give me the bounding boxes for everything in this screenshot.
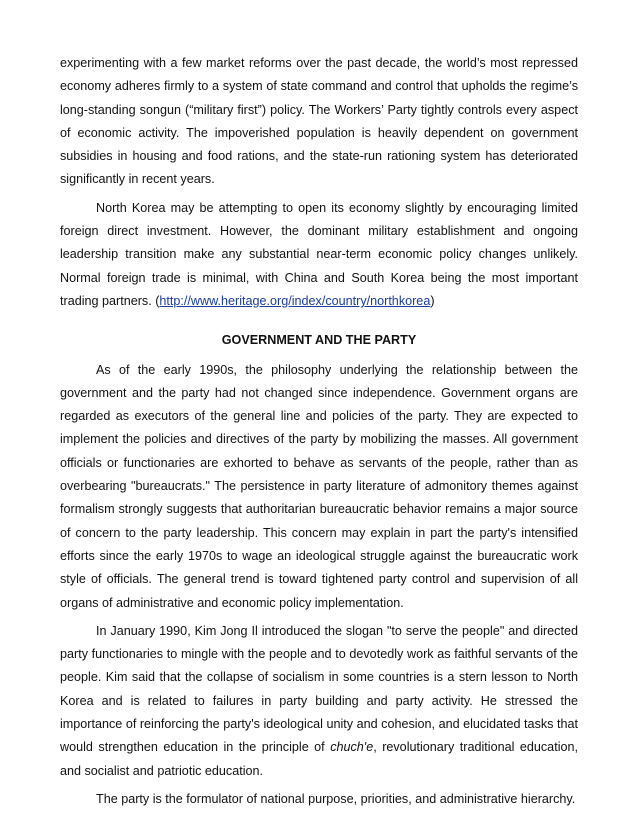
paragraph-investment-text: North Korea may be attempting to open its economy slightly by encouraging limited foreign direct investment. However, the dominant military establishment and ongoing leadership transition make any substantial near-term economic policy changes unlikely. Normal foreign trade is minimal, with China and South Korea being the most important trading partners. ( xyxy=(60,200,578,308)
paragraph-kim-slogan-end: , revolutionary traditional education, and socialist and patriotic education. xyxy=(60,740,578,778)
paragraph-investment-close: ) xyxy=(430,293,435,308)
paragraph-party-role: The party is the formulator of national purpose, priorities, and administrative hierarchy. xyxy=(96,791,576,806)
chuche-term: chuch'e xyxy=(330,740,374,755)
paragraph-philosophy: As of the early 1990s, the philosophy underlying the relationship between the government and the party had not changed since independence. Government organs are regarded as executors of the general line and policies of the party. They are expected to implement the policies and directives of the party by mobilizing the masses. All government officials or functionaries are exhorted to behave as servants of the people, rather than as overbearing "bureaucrats." The persistence in party literature of admonitory themes against formalism strongly suggests that authoritarian bureaucratic behavior remains a major source of concern to the party leadership. This concern may explain in part the party's intensified efforts since the early 1970s to wage an ideological struggle against the bureaucratic work style of officials. The general trend is toward tightened party control and supervision of all organs of administrative and economic policy implementation. xyxy=(60,362,578,610)
section-heading: GOVERNMENT AND THE PARTY xyxy=(221,333,417,348)
document-page xyxy=(60,52,578,811)
paragraph-kim-slogan-text: In January 1990, Kim Jong Il introduced the slogan "to serve the people" and directed party functionaries to mingle with the people and to devotedly work as faithful servants of the people. Kim said that the collapse of socialism in some countries is a stern lesson to North Korea and is related to failures in party building and party activity. He stressed the importance of reinforcing the party's ideological unity and cohesion, and elucidated tasks that would strengthen education in the principle of xyxy=(60,623,578,755)
paragraph-investment xyxy=(60,197,578,313)
paragraph-kim-slogan xyxy=(60,620,578,783)
paragraph-economy-continued: experimenting with a few market reforms over the past decade, the world’s most repressed economy adheres firmly to a system of state command and control that upholds the regime’s long-standing songun (“military first”) policy. The Workers’ Party tightly controls every aspect of economic activity. The impoverished population is heavily dependent on government subsidies in housing and food rations, and the state-run rationing system has deteriorated significantly in recent years. xyxy=(60,56,578,187)
heritage-link[interactable]: http://www.heritage.org/index/country/northkorea xyxy=(159,293,431,308)
